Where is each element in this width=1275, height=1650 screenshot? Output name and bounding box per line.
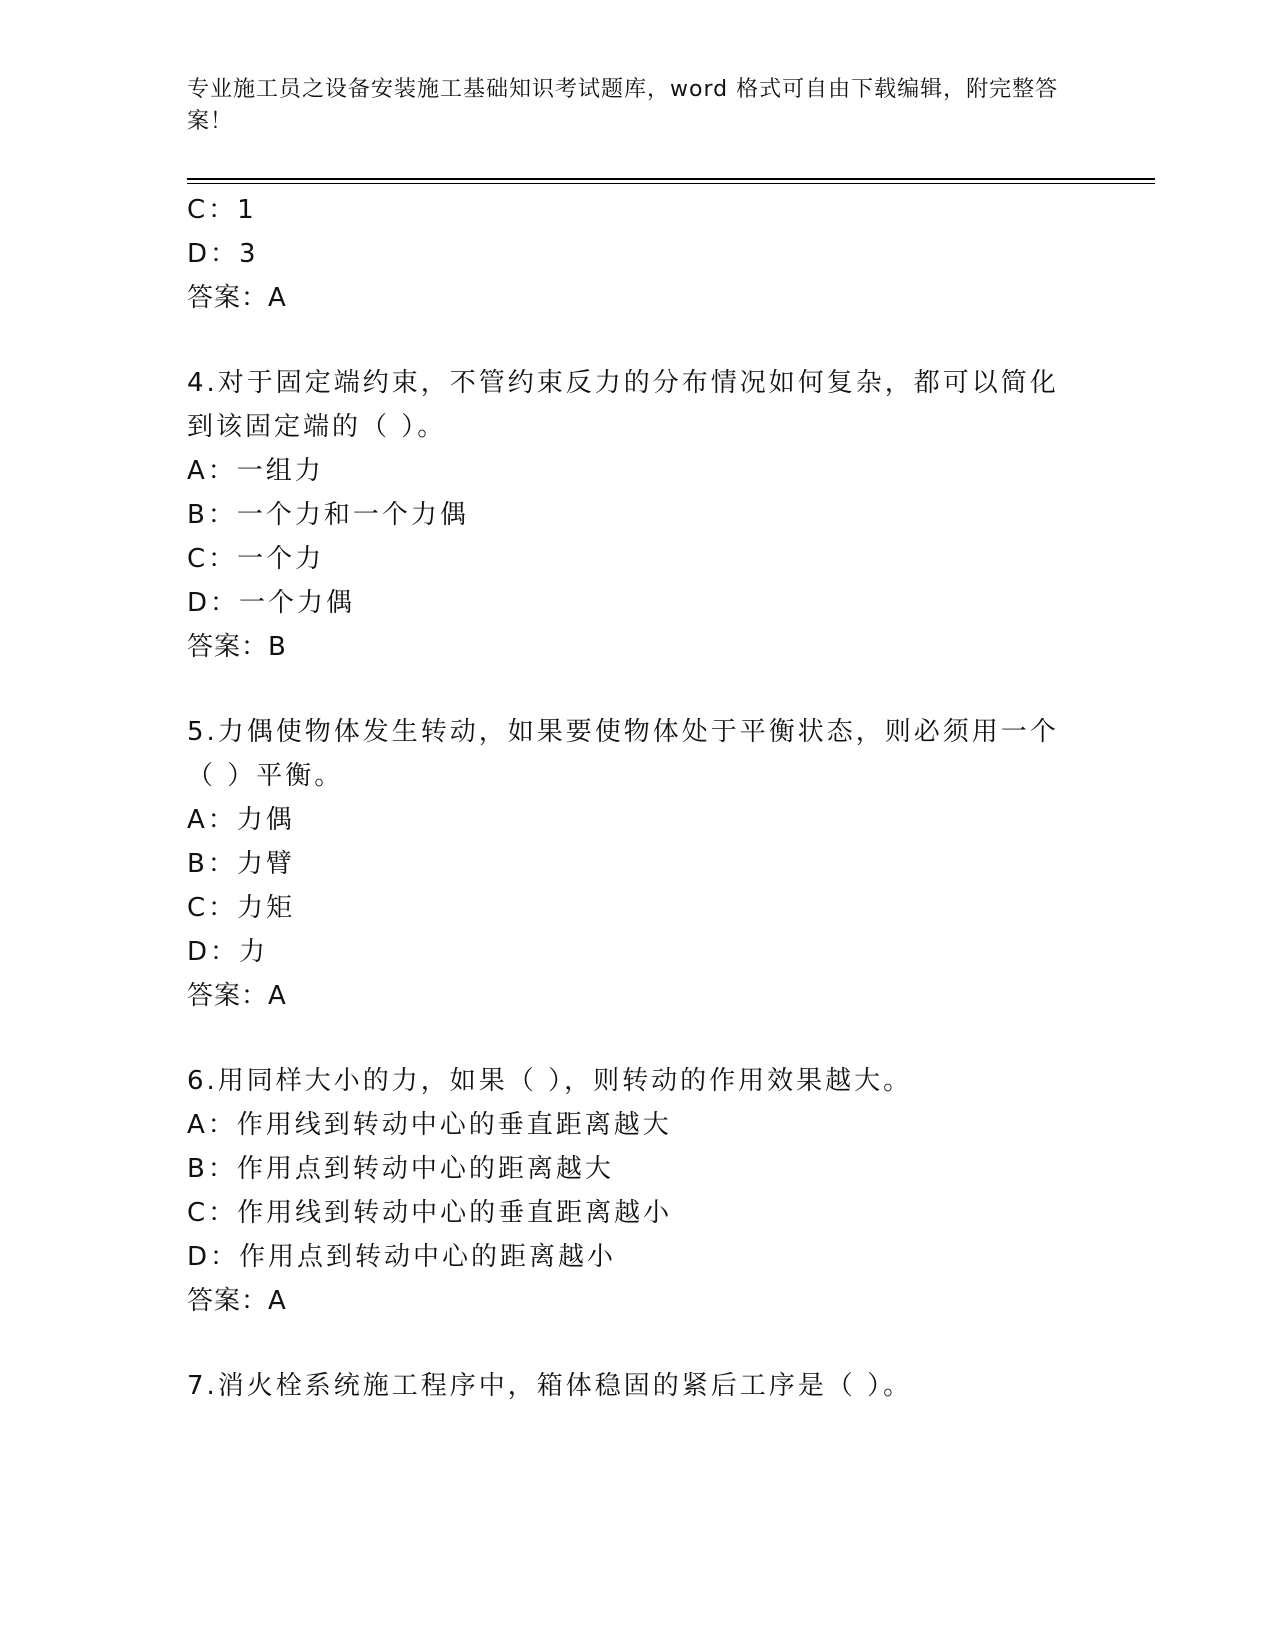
option-b: B：一个力和一个力偶 — [187, 500, 469, 530]
option-a: A：力偶 — [187, 805, 295, 835]
option-b: B：力臂 — [187, 849, 295, 879]
question-stem: 5.力偶使物体发生转动，如果要使物体处于平衡状态，则必须用一个 — [187, 717, 1059, 747]
answer-line: 答案：B — [187, 632, 287, 662]
question-stem: 4.对于固定端约束，不管约束反力的分布情况如何复杂，都可以简化 — [187, 368, 1059, 398]
answer-line: 答案：A — [187, 1286, 287, 1316]
page-header: 专业施工员之设备安装施工基础知识考试题库，word 格式可自由下载编辑，附完整答案！ — [187, 77, 1059, 134]
option-a: A：作用线到转动中心的垂直距离越大 — [187, 1110, 672, 1140]
option-c: C：作用线到转动中心的垂直距离越小 — [187, 1198, 673, 1228]
option-d: D：力 — [187, 937, 269, 967]
option-c: C：1 — [187, 195, 257, 225]
option-a: A：一组力 — [187, 456, 324, 486]
question-stem-continued: （ ）平衡。 — [187, 761, 344, 791]
option-d: D：作用点到转动中心的距离越小 — [187, 1242, 617, 1272]
option-c: C：一个力 — [187, 544, 325, 574]
question-stem: 6.用同样大小的力，如果（ ），则转动的作用效果越大。 — [187, 1066, 913, 1096]
option-d: D：3 — [187, 239, 259, 269]
header-divider-thin — [187, 183, 1155, 184]
option-c: C：力矩 — [187, 893, 296, 923]
answer-line: 答案：A — [187, 283, 287, 313]
answer-line: 答案：A — [187, 981, 287, 1011]
header-divider-thick — [187, 178, 1155, 180]
option-b: B：作用点到转动中心的距离越大 — [187, 1154, 614, 1184]
question-stem-continued: 到该固定端的（ ）。 — [187, 412, 447, 442]
option-d: D：一个力偶 — [187, 588, 356, 618]
question-stem: 7.消火栓系统施工程序中，箱体稳固的紧后工序是（ ）。 — [187, 1371, 913, 1401]
